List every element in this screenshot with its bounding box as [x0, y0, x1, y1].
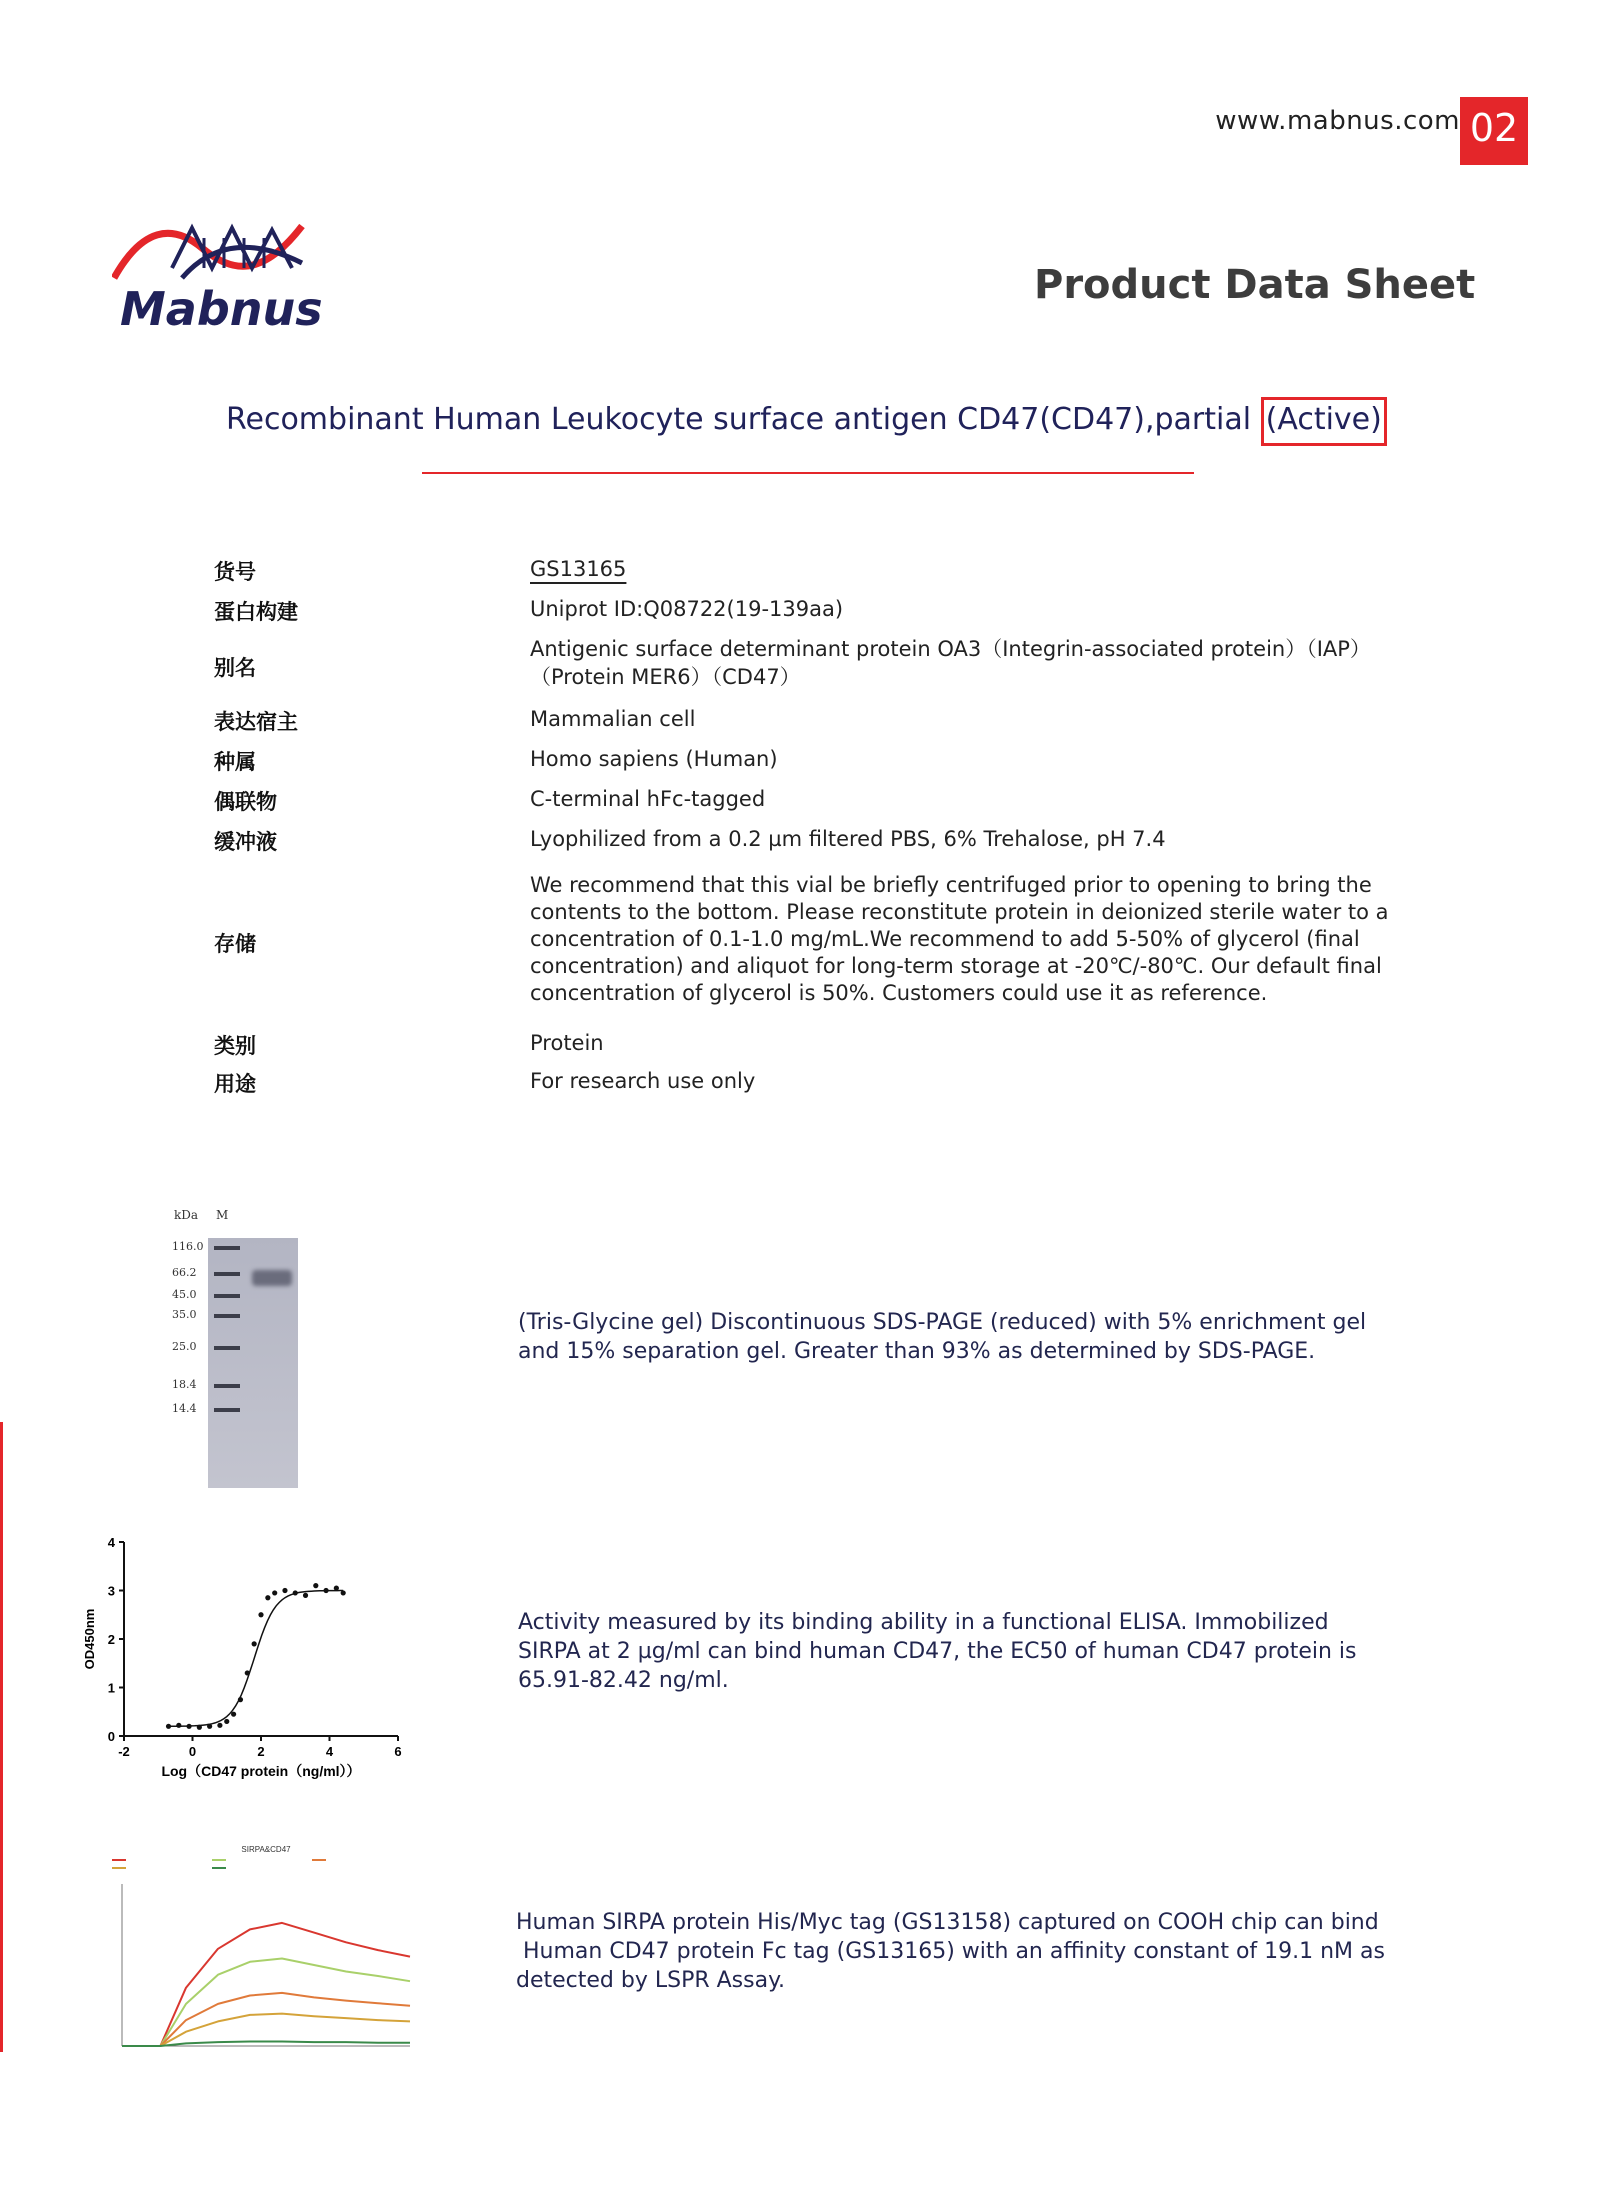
gel-marker-band: [214, 1246, 240, 1250]
gel-marker-band: [214, 1346, 240, 1350]
elisa-y-tick-label: 2: [107, 1632, 115, 1647]
spec-label: 表达宿主: [214, 710, 298, 734]
lspr-caption-line: Human CD47 protein Fc tag (GS13165) with an affinity constant of 19.1 nM as: [516, 1939, 1385, 1964]
spec-value-storage-line: contents to the bottom. Please reconstitute protein in deionized sterile water to a: [530, 900, 1389, 924]
lspr-series-line: [122, 1923, 410, 2046]
spec-value-alias-line: （Protein MER6）（CD47）: [530, 665, 801, 689]
sds-page-gel-figure: [160, 1200, 310, 1490]
gel-marker-label: 18.4: [172, 1378, 197, 1391]
elisa-x-tick-label: 0: [188, 1744, 197, 1759]
elisa-x-tick-label: -2: [118, 1744, 130, 1759]
gel-marker-band: [214, 1294, 240, 1298]
spec-value-host: Mammalian cell: [530, 707, 696, 731]
spec-value-usage: For research use only: [530, 1069, 756, 1093]
lspr-chart-title: SIRPA&CD47: [241, 1845, 291, 1854]
elisa-data-point: [272, 1590, 277, 1595]
lspr-caption-line: detected by LSPR Assay.: [516, 1968, 785, 1993]
gel-marker-label: 116.0: [172, 1240, 204, 1253]
elisa-x-tick-label: 4: [325, 1744, 334, 1759]
gel-header-kda: kDa: [174, 1208, 199, 1222]
elisa-data-point: [334, 1585, 339, 1590]
elisa-data-point: [313, 1583, 318, 1588]
active-badge: (Active): [1261, 397, 1387, 446]
elisa-data-point: [293, 1590, 298, 1595]
gel-caption-line: and 15% separation gel. Greater than 93% as determined by SDS-PAGE.: [518, 1339, 1316, 1364]
spec-value-alias-line: Antigenic surface determinant protein OA3（Integrin-associated protein）（IAP）: [530, 637, 1371, 661]
sheet-title: Product Data Sheet: [1034, 262, 1476, 308]
gel-marker-band: [214, 1272, 240, 1276]
gel-marker-label: 66.2: [172, 1266, 197, 1279]
elisa-y-tick-label: 4: [107, 1535, 115, 1550]
elisa-data-point: [282, 1588, 287, 1593]
elisa-x-axis-label: Log（CD47 protein（ng/ml））: [161, 1763, 361, 1779]
elisa-data-point: [303, 1593, 308, 1598]
protein-band: [252, 1270, 292, 1286]
spec-label: 别名: [214, 656, 256, 680]
elisa-data-point: [207, 1724, 212, 1729]
spec-value-storage-line: concentration of 0.1-1.0 mg/mL.We recommend to add 5-50% of glycerol (final: [530, 927, 1360, 951]
gel-marker-band: [214, 1384, 240, 1388]
elisa-y-tick-label: 3: [107, 1583, 115, 1599]
spec-value-storage-line: concentration of glycerol is 50%. Customers could use it as reference.: [530, 981, 1268, 1005]
elisa-data-point: [176, 1723, 181, 1728]
spec-label: 用途: [214, 1072, 256, 1096]
website-url: www.mabnus.com: [1215, 106, 1460, 136]
spec-label: 货号: [214, 560, 256, 584]
spec-label: 蛋白构建: [214, 600, 298, 624]
lspr-sensorgram-chart: [92, 1840, 422, 2070]
elisa-data-point: [258, 1612, 263, 1617]
elisa-data-point: [166, 1724, 171, 1729]
spec-value-construct: Uniprot ID:Q08722(19-139aa): [530, 597, 844, 621]
gel-header-m: M: [216, 1208, 229, 1222]
elisa-fit-curve: [169, 1591, 344, 1727]
elisa-data-point: [231, 1712, 236, 1717]
product-title: [226, 402, 1387, 437]
gel-marker-label: 14.4: [172, 1402, 197, 1415]
elisa-data-point: [197, 1725, 202, 1730]
dna-logo-icon: [112, 218, 312, 288]
elisa-data-point: [238, 1697, 243, 1702]
elisa-y-axis-label: OD450nm: [82, 1608, 97, 1670]
elisa-data-point: [224, 1719, 229, 1724]
spec-value-category: Protein: [530, 1031, 604, 1055]
spec-label: 种属: [214, 750, 256, 774]
gel-marker-band: [214, 1314, 240, 1318]
title-divider: [422, 472, 1194, 474]
elisa-x-tick-label: 6: [394, 1744, 402, 1759]
elisa-y-tick-label: 0: [107, 1729, 115, 1744]
lspr-caption-line: Human SIRPA protein His/Myc tag (GS13158) captured on COOH chip can bind: [516, 1910, 1379, 1935]
elisa-data-point: [265, 1595, 270, 1600]
gel-marker-label: 45.0: [172, 1288, 197, 1301]
elisa-chart: [80, 1530, 420, 1780]
elisa-data-point: [341, 1590, 346, 1595]
logo-text: Mabnus: [120, 282, 323, 336]
gel-marker-band: [214, 1408, 240, 1412]
spec-value-conjugate: C-terminal hFc-tagged: [530, 787, 766, 811]
elisa-data-point: [217, 1723, 222, 1728]
spec-value-storage-line: concentration) and aliquot for long-term storage at -20℃/-80℃. Our default final: [530, 954, 1382, 978]
elisa-caption-line: Activity measured by its binding ability in a functional ELISA. Immobilized: [518, 1610, 1329, 1635]
elisa-data-point: [245, 1670, 250, 1675]
elisa-data-point: [252, 1641, 257, 1646]
spec-label: 类别: [214, 1034, 256, 1058]
elisa-data-point: [186, 1724, 191, 1729]
spec-label: 存储: [214, 932, 256, 956]
elisa-data-point: [323, 1588, 328, 1593]
elisa-caption-line: 65.91-82.42 ng/ml.: [518, 1668, 729, 1693]
gel-marker-label: 35.0: [172, 1308, 197, 1321]
spec-label: 偶联物: [214, 790, 277, 814]
page-number: 02: [1460, 97, 1528, 165]
gel-caption-line: (Tris-Glycine gel) Discontinuous SDS-PAGE (reduced) with 5% enrichment gel: [518, 1310, 1367, 1335]
product-title-main: Recombinant Human Leukocyte surface antigen CD47(CD47),partial: [226, 402, 1261, 437]
spec-value-catalog: GS13165: [530, 557, 627, 581]
spec-value-storage-line: We recommend that this vial be briefly centrifuged prior to opening to bring the: [530, 873, 1372, 897]
gel-marker-label: 25.0: [172, 1340, 197, 1353]
spec-value-buffer: Lyophilized from a 0.2 µm filtered PBS, 6% Trehalose, pH 7.4: [530, 827, 1166, 851]
spec-label: 缓冲液: [214, 830, 277, 854]
elisa-y-tick-label: 1: [107, 1680, 115, 1696]
elisa-caption-line: SIRPA at 2 µg/ml can bind human CD47, the EC50 of human CD47 protein is: [518, 1639, 1357, 1664]
left-accent-bar: [0, 1422, 3, 2052]
elisa-x-tick-label: 2: [257, 1744, 265, 1759]
spec-value-species: Homo sapiens (Human): [530, 747, 778, 771]
